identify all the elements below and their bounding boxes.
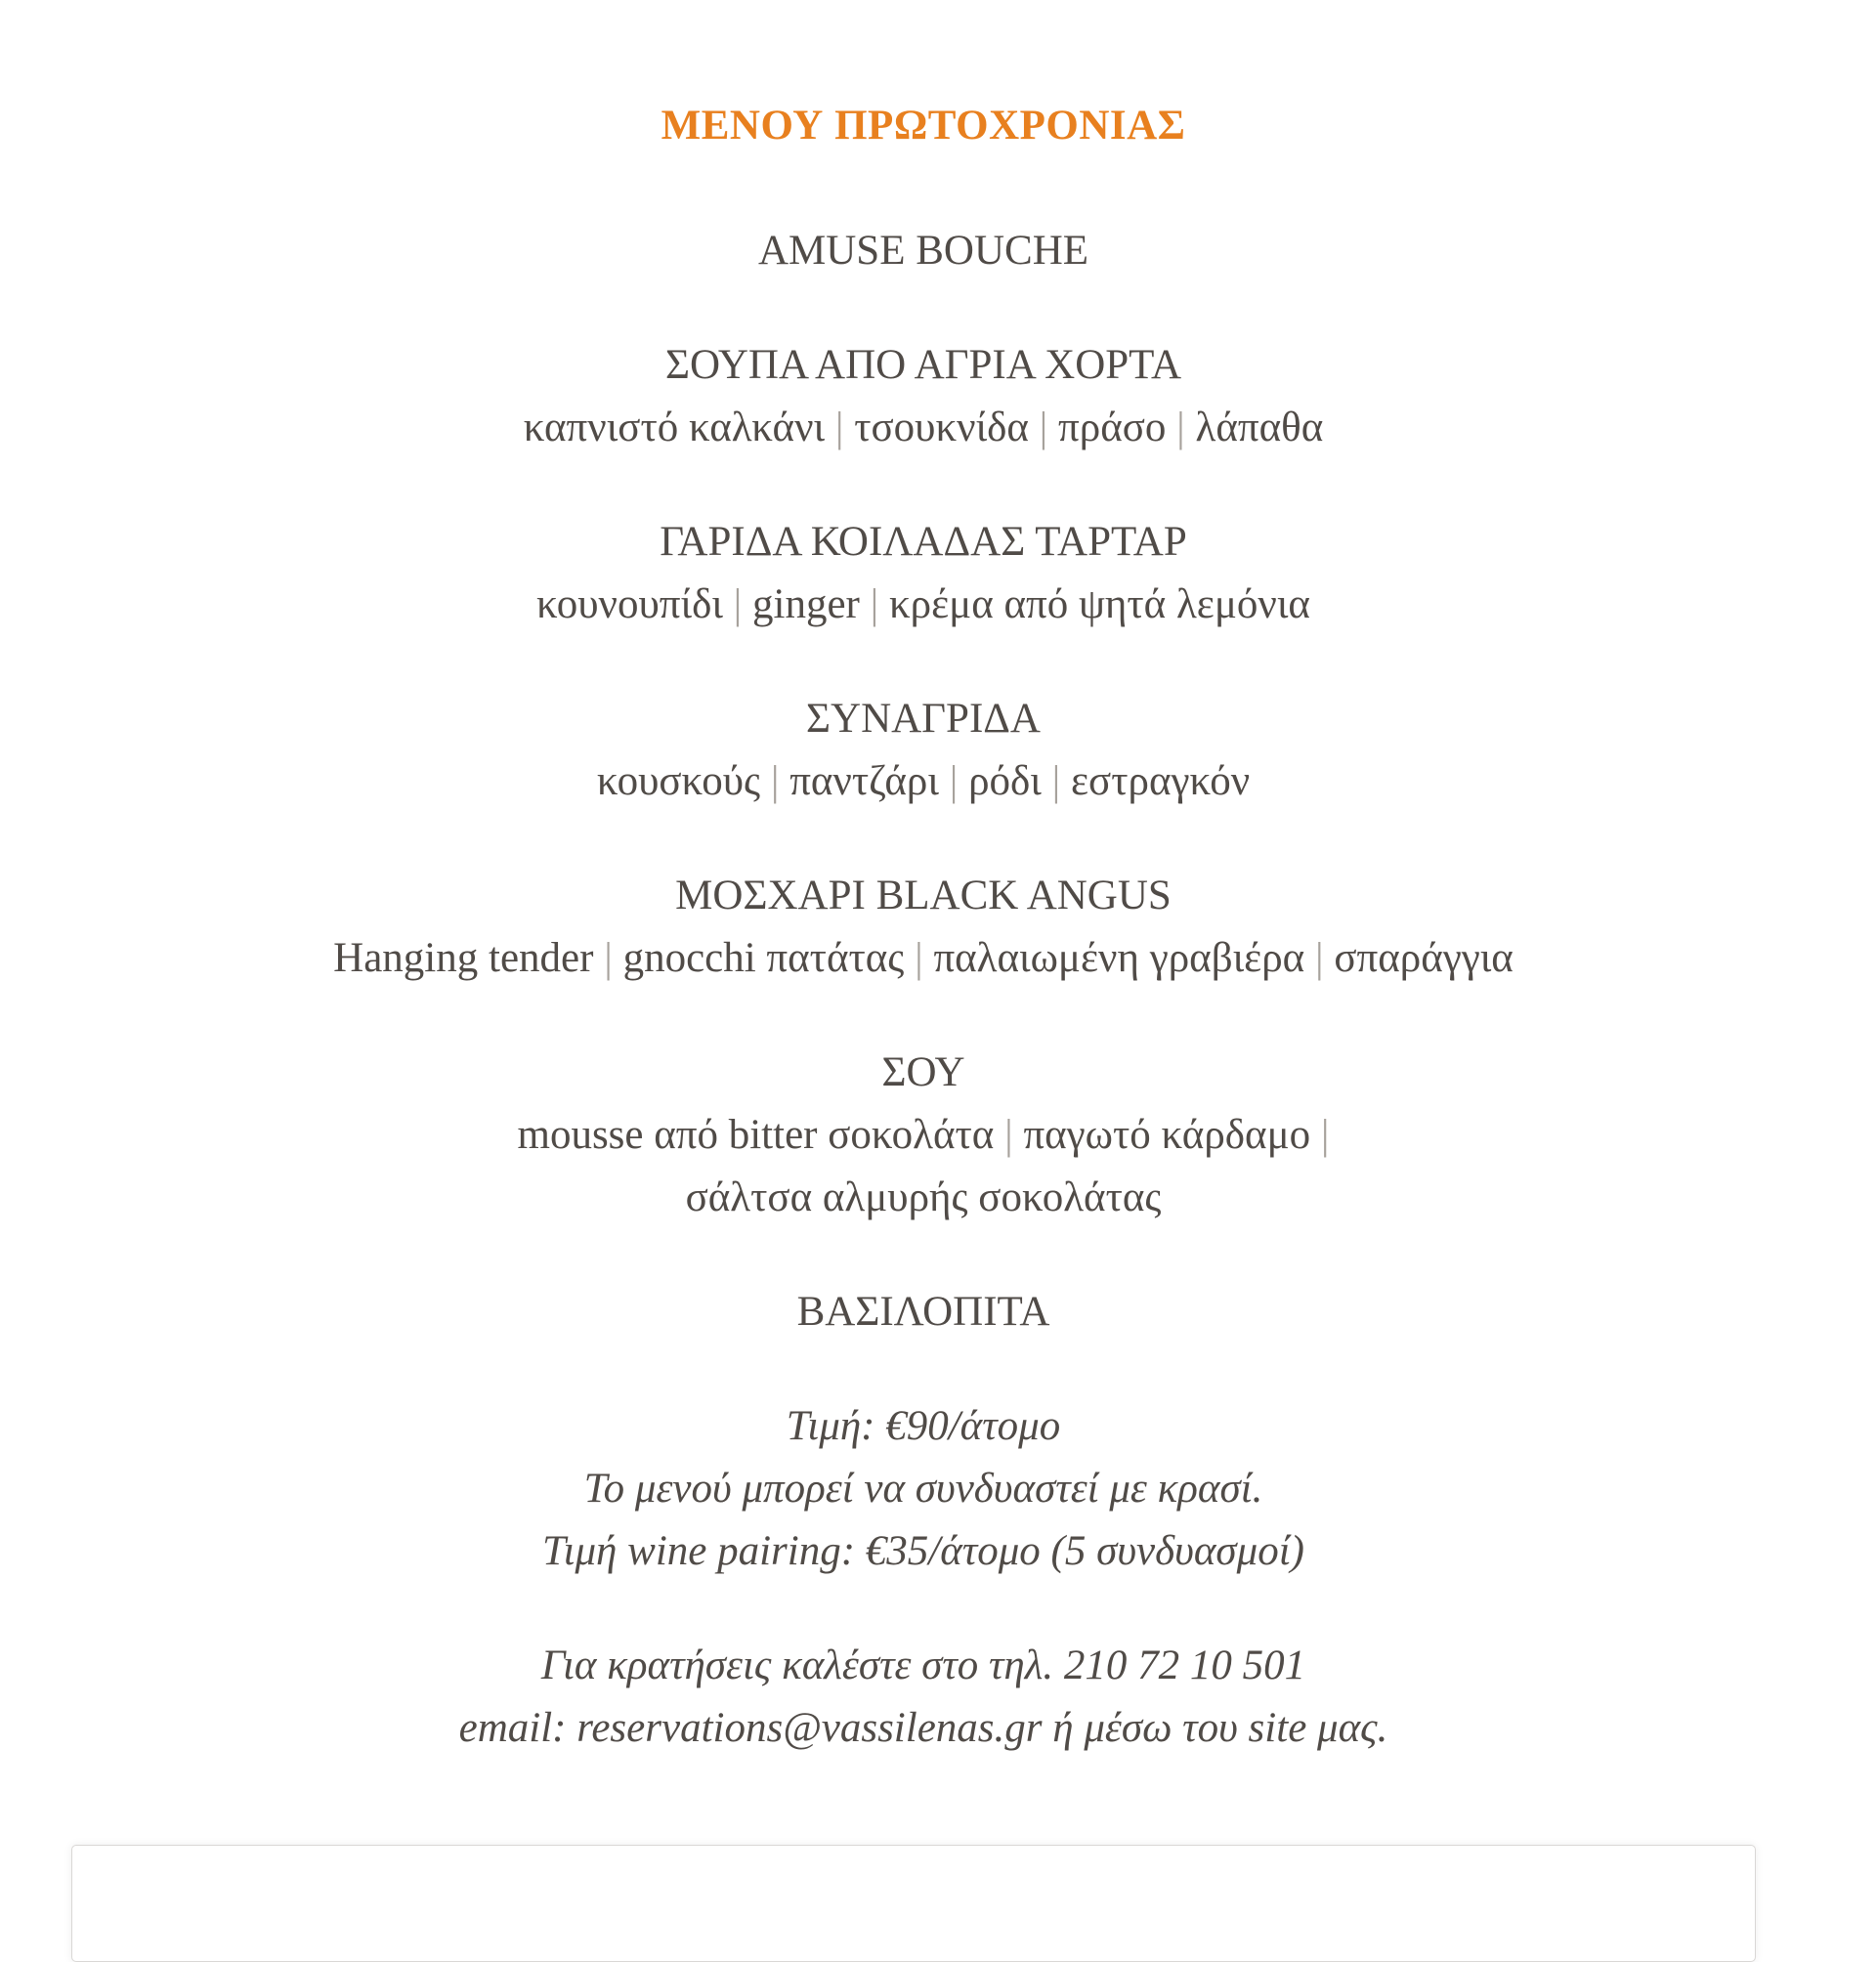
course-name: ΜΟΣΧΑΡΙ BLACK ANGUS [675, 873, 1172, 918]
info-line: Τιμή wine pairing: €35/άτομο (5 συνδυασμοί) [541, 1528, 1304, 1574]
item-separator: | [733, 581, 743, 627]
course-list [0, 334, 1847, 1229]
course-items: Hanging tender | gnocchi πατάτας | παλαιωμένη γραβιέρα | σπαράγγια [333, 935, 1514, 981]
item-separator: | [915, 935, 923, 981]
item-separator: | [1051, 758, 1061, 804]
info-line: Τιμή: €90/άτομο [786, 1403, 1061, 1449]
course [0, 688, 1847, 813]
item-separator: | [870, 581, 879, 627]
footer-panel [71, 1845, 1756, 1962]
item-separator: | [1004, 1112, 1013, 1158]
item-separator: | [1039, 405, 1048, 450]
info-line: Το μενού μπορεί να συνδυαστεί με κρασί. [583, 1466, 1263, 1512]
course-name: ΣΟΥΠΑ ΑΠΟ ΑΓΡΙΑ ΧΟΡΤΑ [664, 342, 1182, 388]
info-line: Για κρατήσεις καλέστε στο τηλ. 210 72 10 501 [540, 1642, 1306, 1688]
course [0, 334, 1847, 459]
menu-title: ΜΕΝΟΥ ΠΡΩΤΟΧΡΟΝΙΑΣ [661, 103, 1186, 149]
item-separator: | [1314, 935, 1324, 981]
vasilopita-heading: ΒΑΣΙΛΟΠΙΤΑ [796, 1289, 1050, 1335]
item-separator: | [1176, 405, 1185, 450]
reservation-info [0, 1635, 1847, 1760]
course-name: ΣΥΝΑΓΡΙΔΑ [806, 696, 1041, 742]
item-separator: | [834, 405, 844, 450]
course-items: κουνουπίδι | ginger | κρέμα από ψητά λεμόνια [536, 581, 1310, 627]
course [0, 865, 1847, 990]
course [0, 1042, 1847, 1229]
item-separator: | [1320, 1112, 1330, 1158]
amuse-bouche-heading: AMUSE BOUCHE [757, 228, 1089, 274]
course-items: mousse από bitter σοκολάτα | παγωτό κάρδαμο | σάλτσα αλμυρής σοκολάτας [517, 1112, 1330, 1220]
course [0, 511, 1847, 636]
course-name: ΣΟΥ [881, 1049, 965, 1095]
info-line: email: reservations@vassilenas.gr ή μέσω του site μας. [458, 1705, 1388, 1751]
course-name: ΓΑΡΙΔΑ ΚΟΙΛΑΔΑΣ ΤΑΡΤΑΡ [660, 519, 1187, 565]
item-separator: | [949, 758, 959, 804]
pricing-info [0, 1395, 1847, 1583]
course-items: καπνιστό καλκάνι | τσουκνίδα | πράσο | λάπαθα [523, 405, 1324, 450]
item-separator: | [770, 758, 780, 804]
course-items: κουσκούς | παντζάρι | ρόδι | εστραγκόν [596, 758, 1251, 804]
item-separator: | [604, 935, 613, 981]
